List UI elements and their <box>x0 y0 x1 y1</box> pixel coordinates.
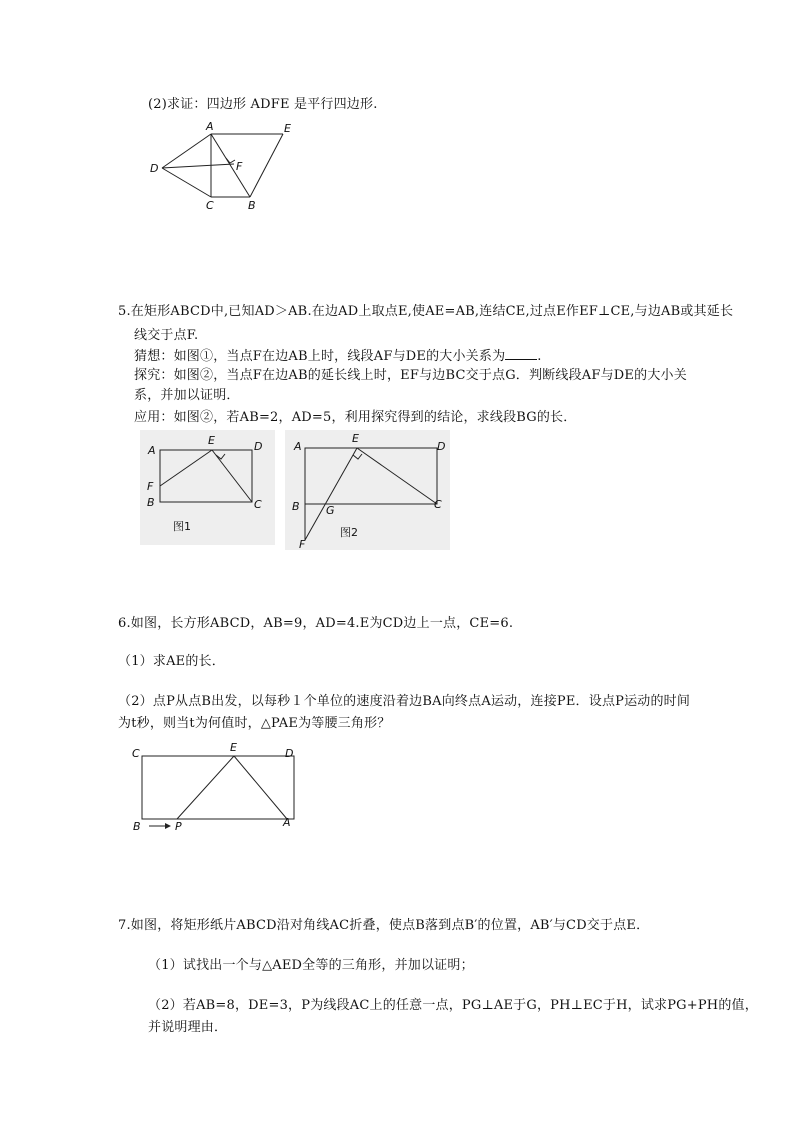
q5-fig2-label-B: B <box>292 500 300 513</box>
q6-label-A: A <box>283 816 291 829</box>
q4-figure <box>140 120 300 215</box>
q5-explore-line2: 系，并加以证明． <box>134 388 240 403</box>
q6-label-P: P <box>175 820 182 833</box>
q5-guess-end: . <box>537 349 542 364</box>
q5-fig2-label-C: C <box>434 498 442 511</box>
q5-line1: 5.在矩形ABCD中,已知AD＞AB.在边AD上取点E,使AE=AB,连结CE,过点E作EF⊥CE,与边AB或其延长 <box>118 304 734 319</box>
q5-guess-text: 猜想：如图①，当点F在边AB上时，线段AF与DE的大小关系为 <box>134 349 506 364</box>
q7-part2-line1: （2）若AB=8，DE=3，P为线段AC上的任意一点，PG⊥AE于G，PH⊥EC于H，试求PG+PH的值， <box>148 998 758 1013</box>
q5-apply: 应用：如图②，若AB=2，AD=5，利用探究得到的结论，求线段BG的长． <box>134 410 577 425</box>
q5-guess <box>134 347 542 366</box>
q4-label-F: F <box>236 160 243 173</box>
q5-figure-1 <box>140 430 275 545</box>
q6-part2-line2: 为t秒，则当t为何值时，△PAE为等腰三角形？ <box>118 716 391 731</box>
q6-label-B: B <box>133 820 141 833</box>
q6-part1: （1）求AE的长． <box>118 654 225 669</box>
q5-fig2-label-A: A <box>294 440 302 453</box>
q4-label-E: E <box>284 122 291 135</box>
q5-fig1-label-E: E <box>208 434 215 447</box>
q5-fig1-label-B: B <box>147 496 155 509</box>
q4-label-D: D <box>150 162 159 175</box>
q6-figure <box>125 740 310 835</box>
q5-fig1-label-A: A <box>148 444 156 457</box>
q6-label-D: D <box>285 747 294 760</box>
q5-fig1-label-F: F <box>147 480 154 493</box>
q5-fig2-label-E: E <box>352 432 359 445</box>
q5-fig2-label-G: G <box>326 504 335 517</box>
q4-figure-svg <box>140 120 300 215</box>
q5-answer-blank <box>505 347 537 360</box>
q5-fig2-label-D: D <box>437 440 446 453</box>
q5-fig1-caption: 图1 <box>173 520 191 533</box>
q7-line1: 7.如图，将矩形纸片ABCD沿对角线AC折叠，使点B落到点B′的位置，AB′与CD交于点E． <box>118 918 650 933</box>
q6-label-C: C <box>132 747 140 760</box>
q5-fig2-label-F: F <box>299 538 306 550</box>
q6-part2-line1: （2）点P从点B出发，以每秒１个单位的速度沿着边BA向终点A运动，连接PE．设点P运动的时间 <box>118 694 691 709</box>
q5-figure-1-svg <box>140 430 275 545</box>
q4-label-C: C <box>206 199 214 212</box>
q5-fig1-label-D: D <box>254 440 263 453</box>
q5-explore-line1: 探究：如图②，当点F在边AB的延长线上时，EF与边BC交于点G．判断线段AF与DE的大小关 <box>134 368 687 383</box>
q5-line2: 线交于点F. <box>134 328 199 343</box>
q5-fig2-caption: 图2 <box>340 526 358 539</box>
q5-fig1-label-C: C <box>254 498 262 511</box>
q7-part1: （1）试找出一个与△AED全等的三角形，并加以证明； <box>148 958 474 973</box>
q7-part2-line2: 并说明理由． <box>148 1020 228 1035</box>
q5-figure-2 <box>285 430 450 550</box>
q6-figure-svg <box>125 740 310 835</box>
q6-line1: 6.如图，长方形ABCD，AB=9，AD=4.E为CD边上一点，CE=6. <box>118 616 514 631</box>
q4-label-B: B <box>248 199 256 212</box>
q5-figure-2-svg <box>285 430 450 550</box>
q4-label-A: A <box>206 120 214 133</box>
q6-label-E: E <box>230 741 237 754</box>
q4-part2-text: (2)求证：四边形 ADFE 是平行四边形. <box>148 97 378 112</box>
q6-arrow-icon <box>165 823 171 829</box>
